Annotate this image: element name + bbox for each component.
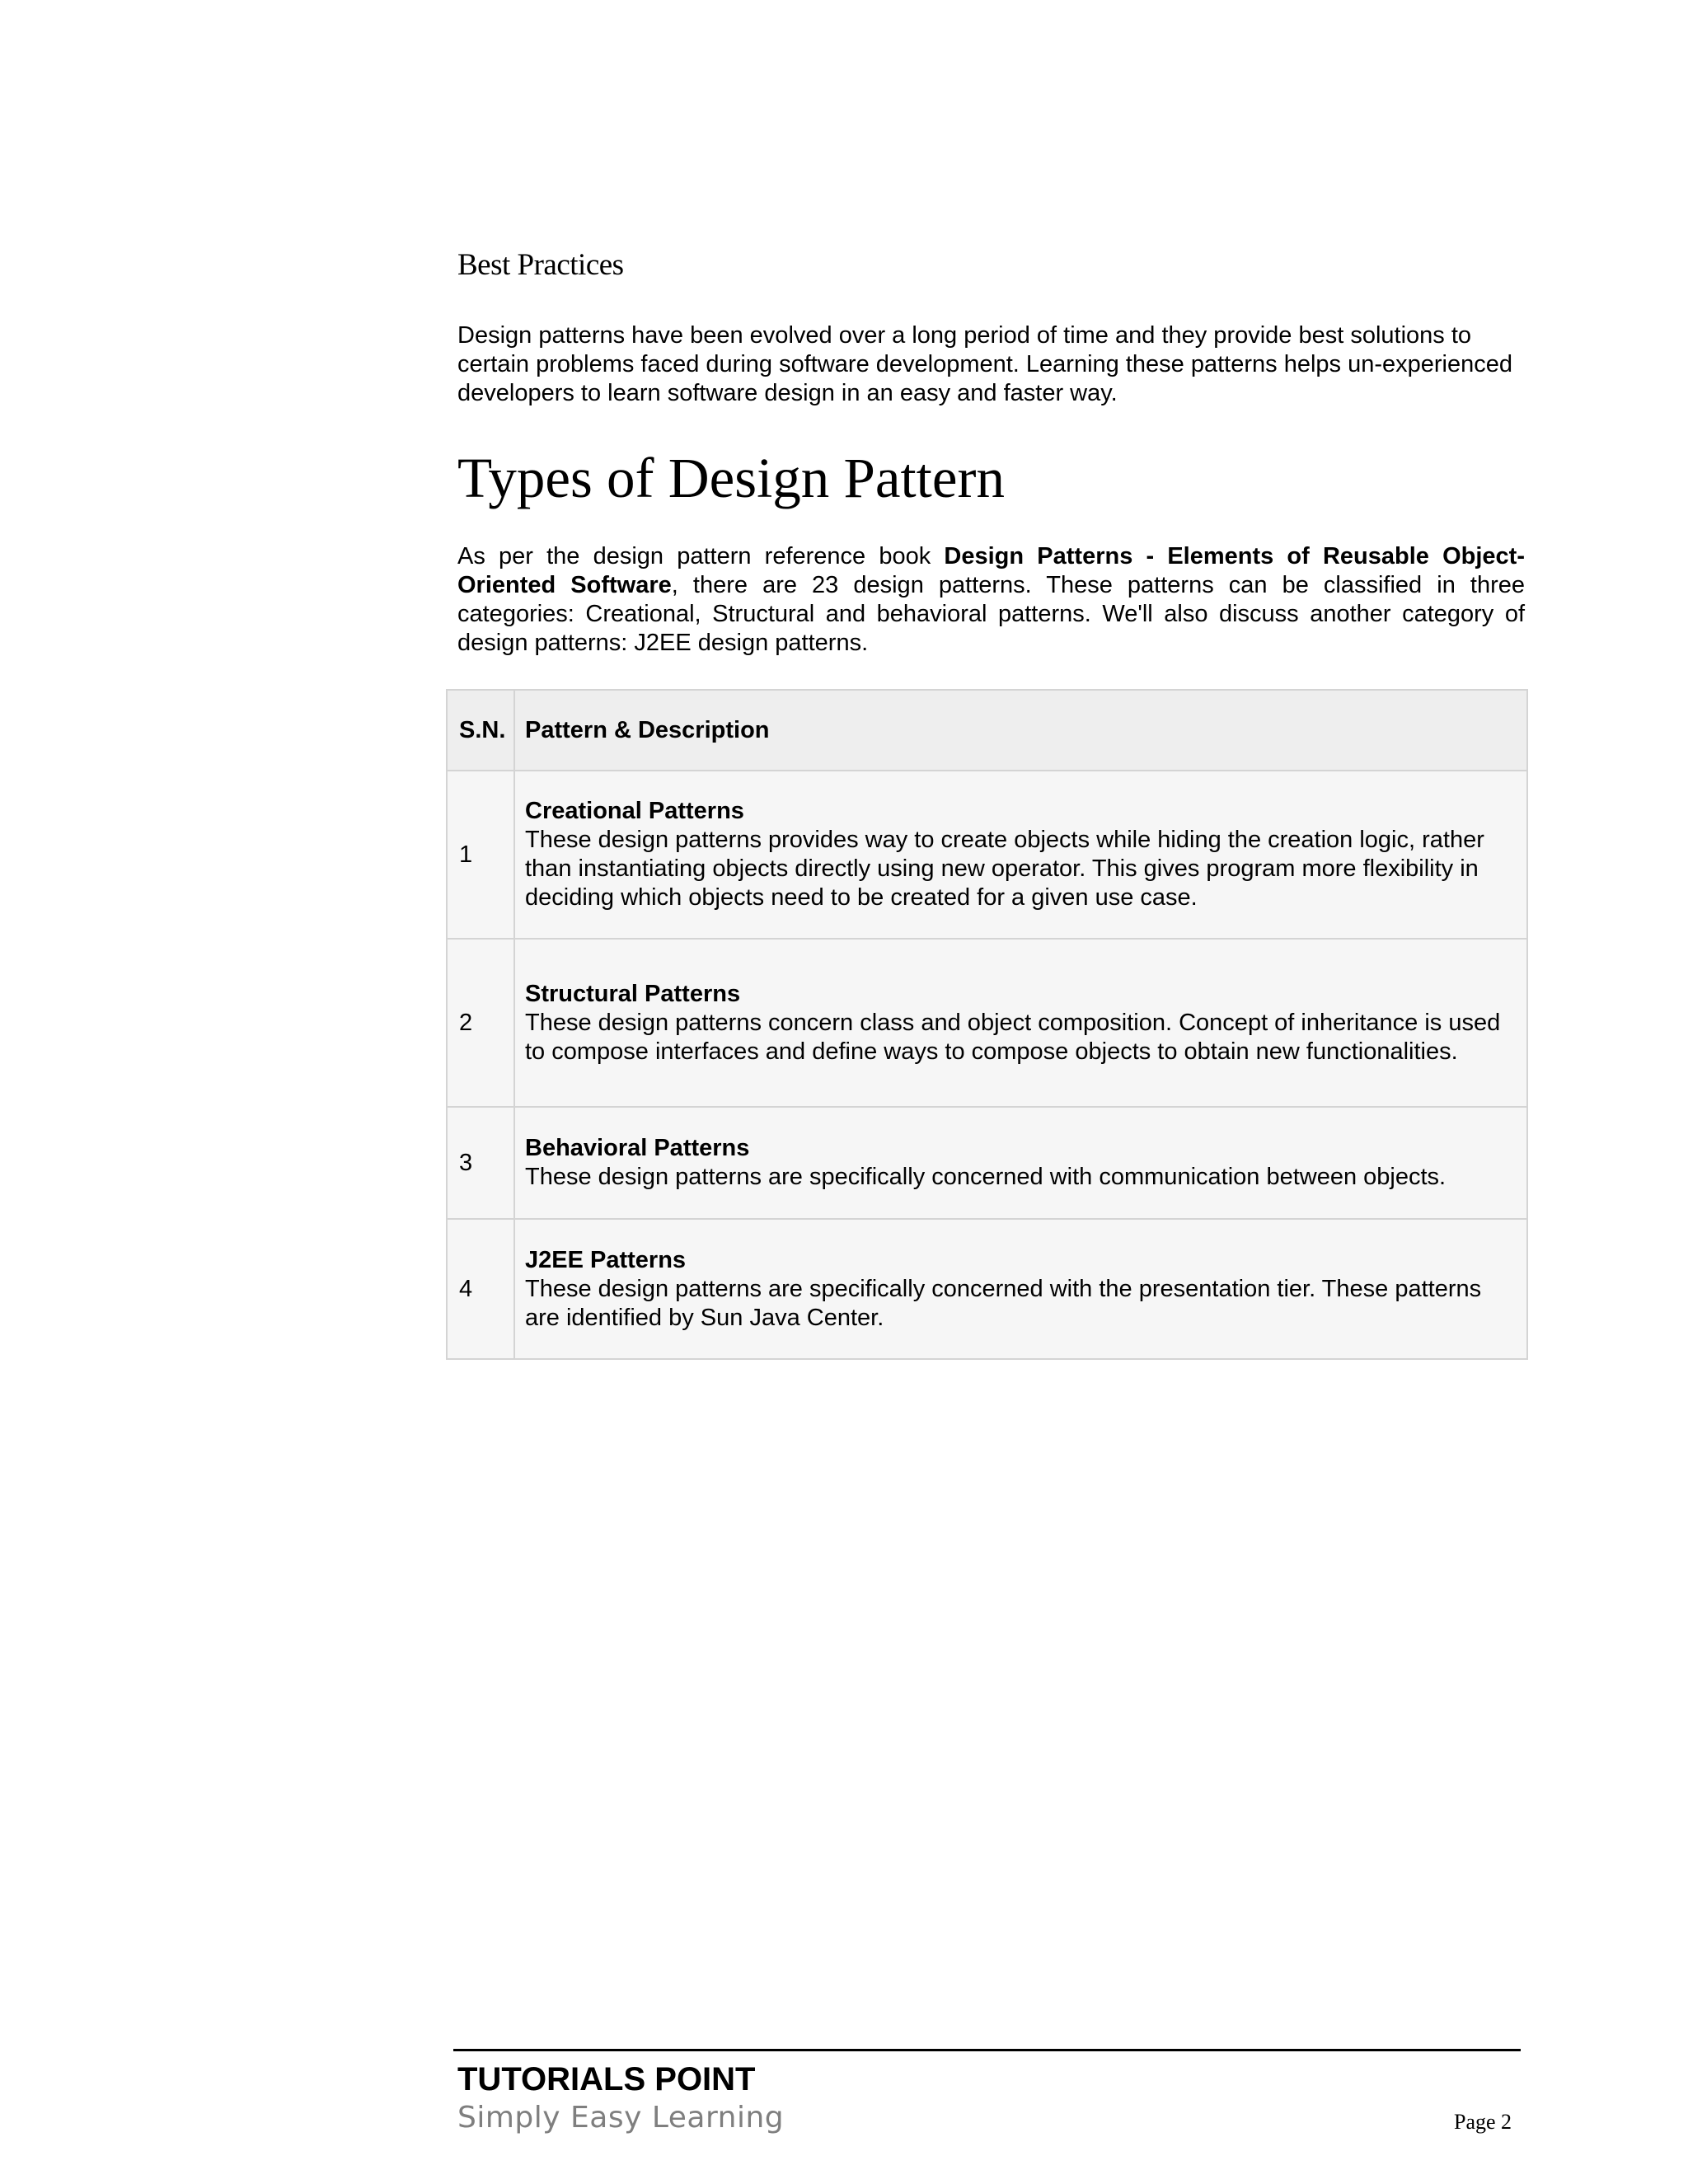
pattern-title: Structural Patterns (525, 980, 741, 1007)
pattern-text: These design patterns are specifically concerned with communication between objects. (525, 1164, 1447, 1190)
types-intro-paragraph (457, 542, 1525, 658)
footer-divider (453, 2049, 1521, 2051)
types-heading: Types of Design Pattern (457, 447, 1005, 509)
table-row (447, 771, 1527, 939)
pattern-title: Behavioral Patterns (525, 1135, 750, 1161)
row-description (514, 939, 1527, 1107)
table-header-row (447, 690, 1527, 771)
footer-brand: TUTORIALS POINT (457, 2061, 756, 2097)
page-number: Page 2 (1454, 2110, 1512, 2134)
patterns-table-wrapper (446, 689, 1528, 1360)
header-sn: S.N. (447, 690, 514, 771)
row-sn: 2 (447, 939, 514, 1107)
intro-prefix: As per the design pattern reference book (457, 543, 945, 569)
pattern-title: J2EE Patterns (525, 1246, 687, 1273)
table-row (447, 1107, 1527, 1219)
row-description (514, 1107, 1527, 1219)
header-description: Pattern & Description (514, 690, 1527, 771)
best-practices-paragraph: Design patterns have been evolved over a long period of time and they provide best solutions to certain problems faced during software development. Learning these patterns helps un-experienced developers to learn software design in an easy and faster way. (457, 322, 1512, 406)
book-title: Design Patterns - Elements of Reusable Object-Oriented Software (457, 543, 1525, 598)
pattern-text: These design patterns are specifically concerned with the presentation tier. These patterns are identified by Sun Java Center. (525, 1275, 1482, 1331)
table-row (447, 1219, 1527, 1359)
row-description (514, 1219, 1527, 1359)
row-description (514, 771, 1527, 939)
row-sn: 1 (447, 771, 514, 939)
best-practices-heading: Best Practices (457, 248, 624, 282)
pattern-text: These design patterns provides way to create objects while hiding the creation logic, rather than instantiating objects directly using new operator. This gives program more flexibility in deciding which objects need to be created for a given use case. (525, 827, 1484, 911)
pattern-title: Creational Patterns (525, 798, 744, 824)
row-sn: 3 (447, 1107, 514, 1219)
table-row (447, 939, 1527, 1107)
intro-suffix: , there are 23 design patterns. These patterns can be classified in three categories: Creational, Structural and behavioral patterns. We'll also discuss another category of design patterns: J2EE design patterns. (457, 572, 1525, 656)
patterns-table (446, 689, 1528, 1360)
row-sn: 4 (447, 1219, 514, 1359)
footer-tagline: Simply Easy Learning (457, 2101, 785, 2135)
pattern-text: These design patterns concern class and object composition. Concept of inheritance is used to compose interfaces and define ways to compose objects to obtain new functionalities. (525, 1009, 1501, 1065)
